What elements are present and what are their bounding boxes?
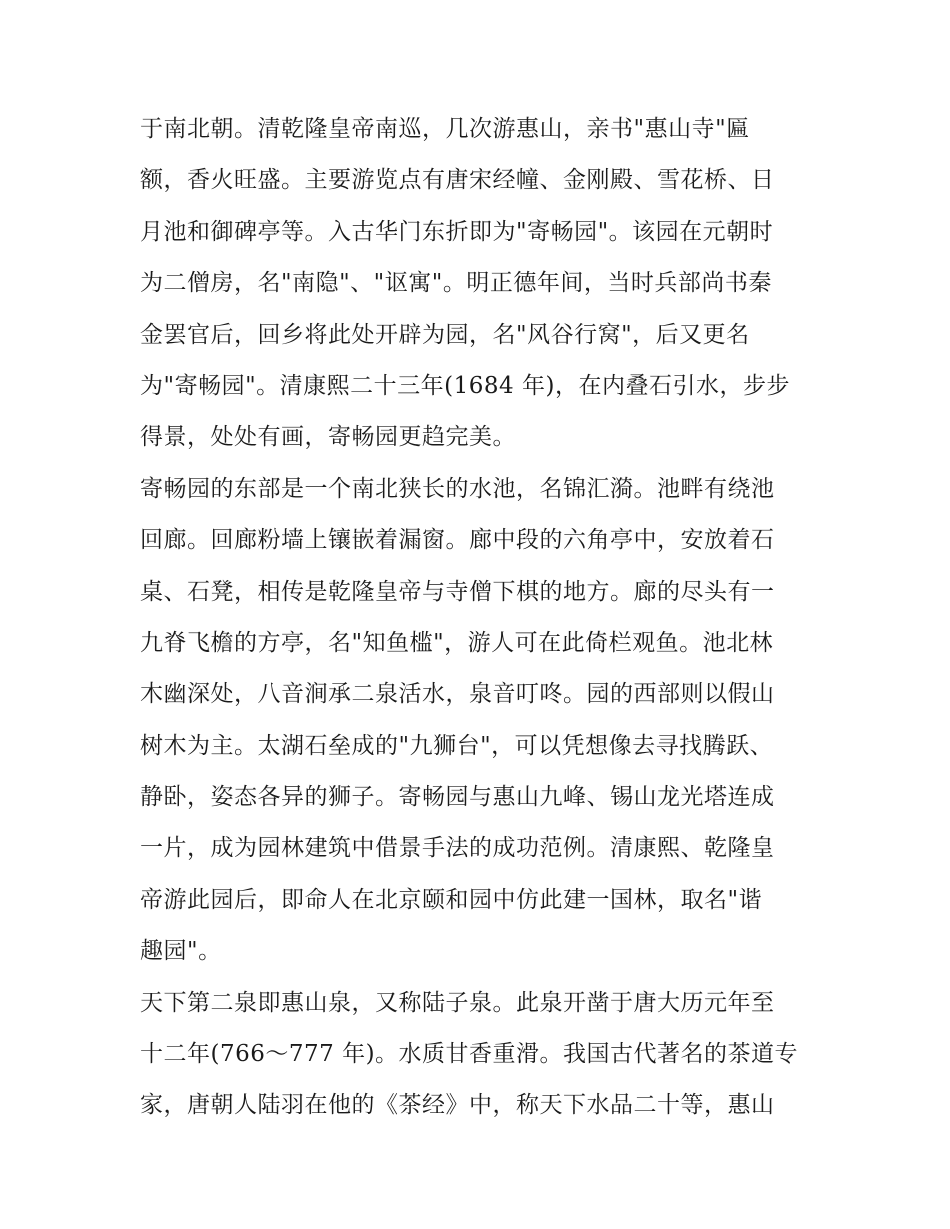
text-line: 月池和御碑亭等。入古华门东折即为"寄畅园"。该园在元朝时 [140,218,774,245]
text-line: 木幽深处，八音涧承二泉活水，泉音叮咚。园的西部则以假山 [140,681,775,708]
text-line: 于南北朝。清乾隆皇帝南巡，几次游惠山，亲书"惠山寺"匾 [140,116,750,142]
text-line: 天下第二泉即惠山泉，又称陆子泉。此泉开凿于唐大历元年至 [140,989,775,1016]
text-line: 得景，处处有画，寄畅园更趋完美。 [140,424,516,451]
text-line: 家，唐朝人陆羽在他的《茶经》中，称天下水品二十等，惠山 [140,1092,775,1119]
text-line: 为"寄畅园"。清康熙二十三年(1684 年)，在内叠石引水，步步 [140,372,790,399]
text-line: 趣园"。 [140,938,222,965]
text-line: 寄畅园的东部是一个南北狭长的水池，名锦汇漪。池畔有绕池 [140,475,775,502]
text-line: 树木为主。太湖石垒成的"九狮台"，可以凭想像去寻找腾跃、 [140,732,774,759]
text-line: 十二年(766～777 年)。水质甘香重滑。我国古代著名的茶道专 [140,1041,799,1068]
text-line: 九脊飞檐的方亭，名"知鱼槛"，游人可在此倚栏观鱼。池北林 [140,629,774,656]
body-text [140,104,820,1132]
text-line: 金罢官后，回乡将此处开辟为园，名"风谷行窝"，后又更名 [140,321,750,348]
text-line: 桌、石凳，相传是乾隆皇帝与寺僧下棋的地方。廊的尽头有一 [140,578,775,605]
text-line: 一片，成为园林建筑中借景手法的成功范例。清康熙、乾隆皇 [140,835,775,862]
text-line: 帝游此园后，即命人在北京颐和园中仿此建一国林，取名"谐 [140,886,763,913]
text-line: 为二僧房，名"南隐"、"讴寓"。明正德年间，当时兵部尚书秦 [140,270,772,297]
text-line: 静卧，姿态各异的狮子。寄畅园与惠山九峰、锡山龙光塔连成 [140,784,775,811]
text-line: 额，香火旺盛。主要游览点有唐宋经幢、金刚殿、雪花桥、日 [140,167,775,194]
text-line: 回廊。回廊粉墙上镶嵌着漏窗。廊中段的六角亭中，安放着石 [140,527,775,554]
